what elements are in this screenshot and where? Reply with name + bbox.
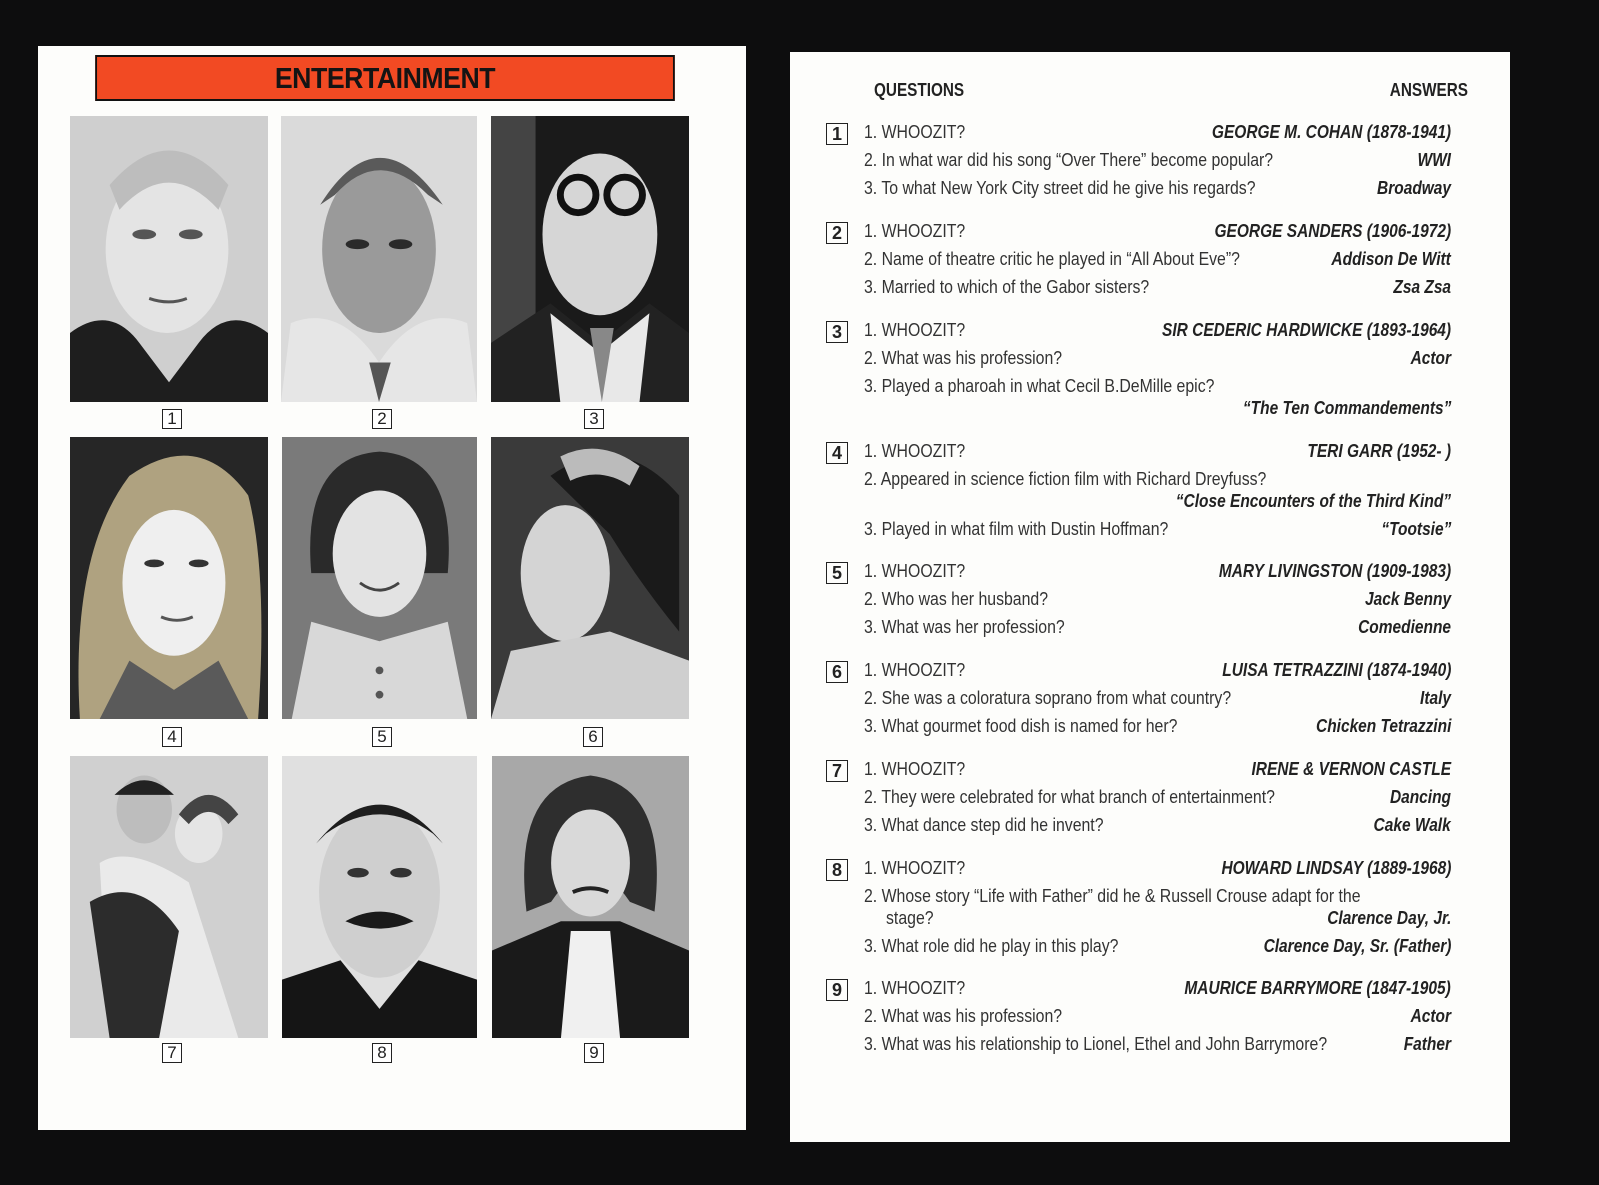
question-text: 3. What was his relationship to Lionel, Ethel and John Barrymore? bbox=[864, 1034, 1328, 1054]
portrait-photo-7 bbox=[70, 756, 268, 1038]
answer-text: Actor bbox=[1410, 348, 1451, 368]
question-text: 3. What was her profession? bbox=[864, 617, 1065, 637]
question-text: 1. WHOOZIT? bbox=[864, 858, 966, 878]
photo-label-1: 1 bbox=[162, 409, 182, 429]
answer-text: Cake Walk bbox=[1373, 815, 1451, 835]
question-text: 2. She was a coloratura soprano from what country? bbox=[864, 688, 1232, 708]
category-banner: ENTERTAINMENT bbox=[95, 55, 675, 101]
group-number: 4 bbox=[826, 442, 848, 464]
answer-text: Zsa Zsa bbox=[1393, 277, 1451, 297]
question-group-9 bbox=[826, 976, 1451, 1060]
answer-text: Chicken Tetrazzini bbox=[1315, 716, 1451, 736]
answer-text: Father bbox=[1403, 1034, 1451, 1054]
answer-text: WWI bbox=[1417, 150, 1451, 170]
question-text: 1. WHOOZIT? bbox=[864, 561, 966, 581]
question-text: 2. In what war did his song “Over There” become popular? bbox=[864, 150, 1274, 170]
questions-header: QUESTIONS bbox=[874, 80, 965, 100]
answer-text: GEORGE SANDERS (1906-1972) bbox=[1214, 221, 1451, 241]
answer-text: SIR CEDERIC HARDWICKE (1893-1964) bbox=[1161, 320, 1451, 340]
question-text: 3. What dance step did he invent? bbox=[864, 815, 1104, 835]
answer-text: MAURICE BARRYMORE (1847-1905) bbox=[1184, 978, 1451, 998]
question-group-5 bbox=[826, 559, 1451, 643]
portrait-photo-1 bbox=[70, 116, 268, 402]
question-group-3 bbox=[826, 318, 1451, 424]
question-text: 2. What was his profession? bbox=[864, 1006, 1063, 1026]
group-number: 7 bbox=[826, 760, 848, 782]
answer-text: Comedienne bbox=[1358, 617, 1451, 637]
portrait-photo-8 bbox=[282, 756, 477, 1038]
question-text: 1. WHOOZIT? bbox=[864, 221, 966, 241]
front-card bbox=[38, 46, 746, 1130]
photo-label-5: 5 bbox=[372, 727, 392, 747]
question-text-continued: stage? bbox=[886, 908, 934, 928]
question-text: 3. Played in what film with Dustin Hoffman? bbox=[864, 519, 1169, 539]
back-card bbox=[790, 52, 1510, 1142]
question-text: 3. What role did he play in this play? bbox=[864, 936, 1119, 956]
question-text: 2. Who was her husband? bbox=[864, 589, 1049, 609]
portrait-photo-2 bbox=[281, 116, 477, 402]
question-text: 2. They were celebrated for what branch of entertainment? bbox=[864, 787, 1275, 807]
question-text: 3. Married to which of the Gabor sisters? bbox=[864, 277, 1150, 297]
answer-text: GEORGE M. COHAN (1878-1941) bbox=[1211, 122, 1451, 142]
question-text: 3. To what New York City street did he give his regards? bbox=[864, 178, 1256, 198]
answer-text: Clarence Day, Jr. bbox=[1326, 908, 1451, 928]
answer-text: MARY LIVINGSTON (1909-1983) bbox=[1218, 561, 1451, 581]
question-text: 2. Whose story “Life with Father” did he & Russell Crouse adapt for the bbox=[864, 886, 1361, 906]
question-text: 2. Appeared in science fiction film with Richard Dreyfuss? bbox=[864, 469, 1267, 489]
question-text: 1. WHOOZIT? bbox=[864, 320, 966, 340]
answer-text: Actor bbox=[1410, 1006, 1451, 1026]
photo-label-9: 9 bbox=[584, 1043, 604, 1063]
group-number: 6 bbox=[826, 661, 848, 683]
question-group-2 bbox=[826, 219, 1451, 303]
portrait-photo-9 bbox=[492, 756, 689, 1038]
question-text: 2. Name of theatre critic he played in “All About Eve”? bbox=[864, 249, 1240, 269]
answer-text: TERI GARR (1952- ) bbox=[1307, 441, 1451, 461]
portrait-photo-4 bbox=[70, 437, 268, 719]
question-group-1 bbox=[826, 120, 1451, 204]
question-text: 1. WHOOZIT? bbox=[864, 122, 966, 142]
question-text: 3. Played a pharoah in what Cecil B.DeMille epic? bbox=[864, 376, 1215, 396]
photo-label-8: 8 bbox=[372, 1043, 392, 1063]
photo-label-3: 3 bbox=[584, 409, 604, 429]
answer-text: “Close Encounters of the Third Kind” bbox=[1175, 491, 1451, 511]
question-text: 1. WHOOZIT? bbox=[864, 441, 966, 461]
photo-label-2: 2 bbox=[372, 409, 392, 429]
photo-label-4: 4 bbox=[162, 727, 182, 747]
question-text: 3. What gourmet food dish is named for her? bbox=[864, 716, 1178, 736]
question-text: 1. WHOOZIT? bbox=[864, 660, 966, 680]
group-number: 5 bbox=[826, 562, 848, 584]
photo-label-6: 6 bbox=[583, 727, 603, 747]
answer-text: Addison De Witt bbox=[1331, 249, 1451, 269]
answers-header: ANSWERS bbox=[1389, 80, 1468, 100]
answer-text: Dancing bbox=[1389, 787, 1451, 807]
group-number: 3 bbox=[826, 321, 848, 343]
group-number: 2 bbox=[826, 222, 848, 244]
question-group-6 bbox=[826, 658, 1451, 742]
photo-label-7: 7 bbox=[162, 1043, 182, 1063]
portrait-photo-3 bbox=[491, 116, 689, 402]
answer-text: Italy bbox=[1420, 688, 1451, 708]
answer-text: Jack Benny bbox=[1364, 589, 1451, 609]
answer-text: “The Ten Commandements” bbox=[1242, 398, 1451, 418]
answer-text: “Tootsie” bbox=[1381, 519, 1451, 539]
answer-text: Clarence Day, Sr. (Father) bbox=[1263, 936, 1451, 956]
portrait-photo-6 bbox=[491, 437, 689, 719]
answer-text: IRENE & VERNON CASTLE bbox=[1251, 759, 1451, 779]
question-group-7 bbox=[826, 757, 1451, 841]
portrait-photo-5 bbox=[282, 437, 477, 719]
answer-text: Broadway bbox=[1377, 178, 1451, 198]
question-group-8 bbox=[826, 856, 1451, 962]
question-text: 1. WHOOZIT? bbox=[864, 978, 966, 998]
question-text: 1. WHOOZIT? bbox=[864, 759, 966, 779]
group-number: 9 bbox=[826, 979, 848, 1001]
question-group-4 bbox=[826, 439, 1451, 545]
answer-text: LUISA TETRAZZINI (1874-1940) bbox=[1221, 660, 1451, 680]
group-number: 8 bbox=[826, 859, 848, 881]
group-number: 1 bbox=[826, 123, 848, 145]
question-text: 2. What was his profession? bbox=[864, 348, 1063, 368]
answer-text: HOWARD LINDSAY (1889-1968) bbox=[1221, 858, 1451, 878]
